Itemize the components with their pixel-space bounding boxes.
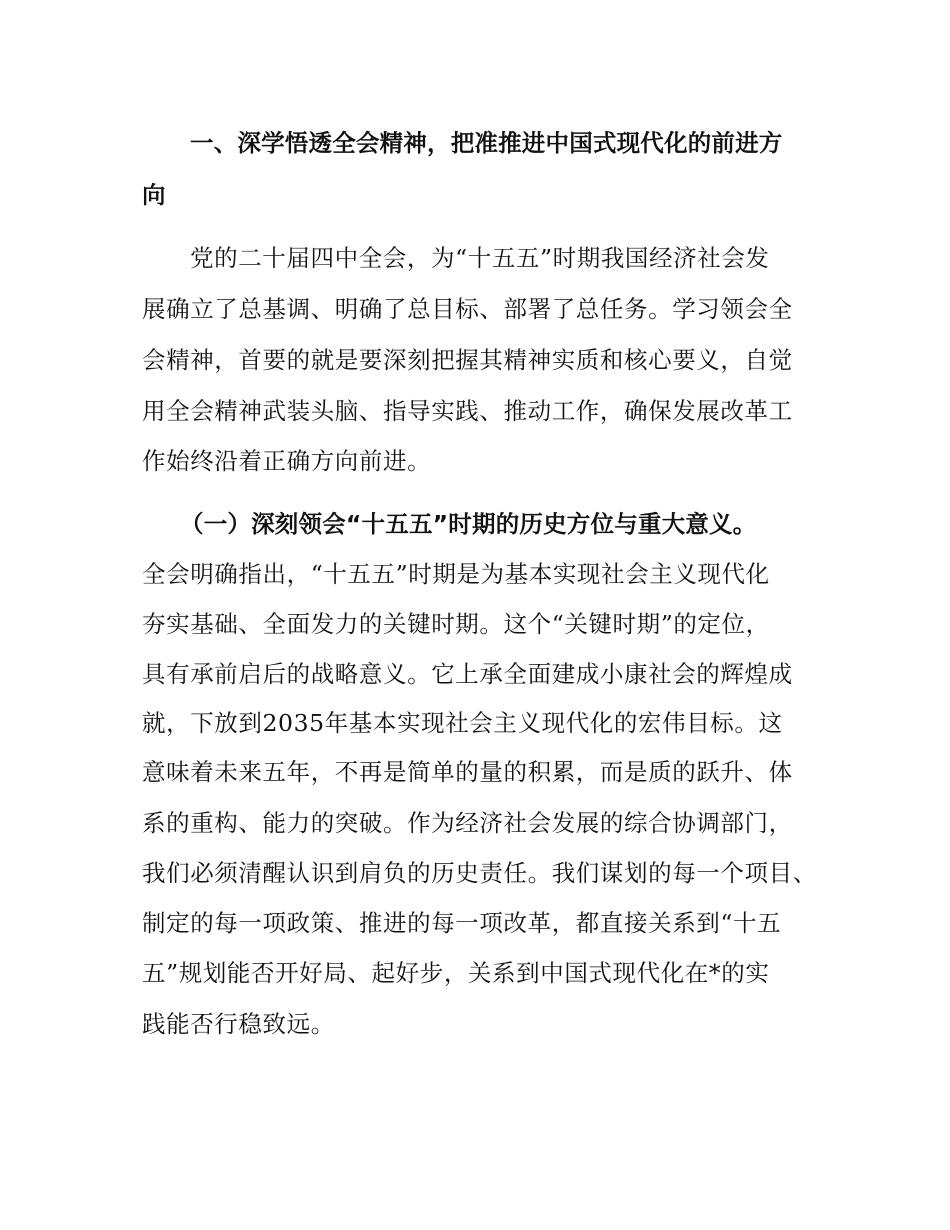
subsection-line-9: 五”规划能否开好局、起好步，关系到中国式现代化在*的实: [142, 959, 770, 987]
subsection-line-8: 制定的每一项政策、推进的每一项改革，都直接关系到“十五: [142, 909, 782, 937]
paragraph-1-line-2: 展确立了总基调、明确了总目标、部署了总任务。学习领会全: [142, 295, 793, 323]
subsection-line-7: 我们必须清醒认识到肩负的历史责任。我们谋划的每一个项目、: [142, 859, 817, 887]
subsection-line-4: 就，下放到2035年基本实现社会主义现代化的宏伟目标。这: [142, 709, 783, 737]
subsection-line-10: 践能否行稳致远。: [142, 1010, 335, 1038]
subsection-line-3: 具有承前启后的战略意义。它上承全面建成小康社会的辉煌成: [142, 660, 793, 688]
subsection-line-2: 夯实基础、全面发力的关键时期。这个“关键时期”的定位，: [142, 610, 770, 638]
paragraph-1-line-3: 会精神，首要的就是要深刻把握其精神实质和核心要义，自觉: [142, 346, 793, 374]
paragraph-1-line-4: 用全会精神武装头脑、指导实践、推动工作，确保发展改革工: [142, 397, 793, 425]
section-heading-line-2: 向: [142, 181, 166, 209]
paragraph-1-line-5: 作始终沿着正确方向前进。: [142, 447, 432, 475]
subsection-line-6: 系的重构、能力的突破。作为经济社会发展的综合协调部门，: [142, 809, 793, 837]
paragraph-1-line-1: 党的二十届四中全会，为“十五五”时期我国经济社会发: [190, 244, 770, 272]
subsection-line-1: 全会明确指出，“十五五”时期是为基本实现社会主义现代化: [142, 560, 770, 588]
subsection-line-5: 意味着未来五年，不再是简单的量的积累，而是质的跃升、体: [142, 758, 793, 786]
subsection-heading: （一）深刻领会“十五五”时期的历史方位与重大意义。: [180, 510, 757, 538]
section-heading-line-1: 一、深学悟透全会精神，把准推进中国式现代化的前进方: [190, 129, 783, 157]
